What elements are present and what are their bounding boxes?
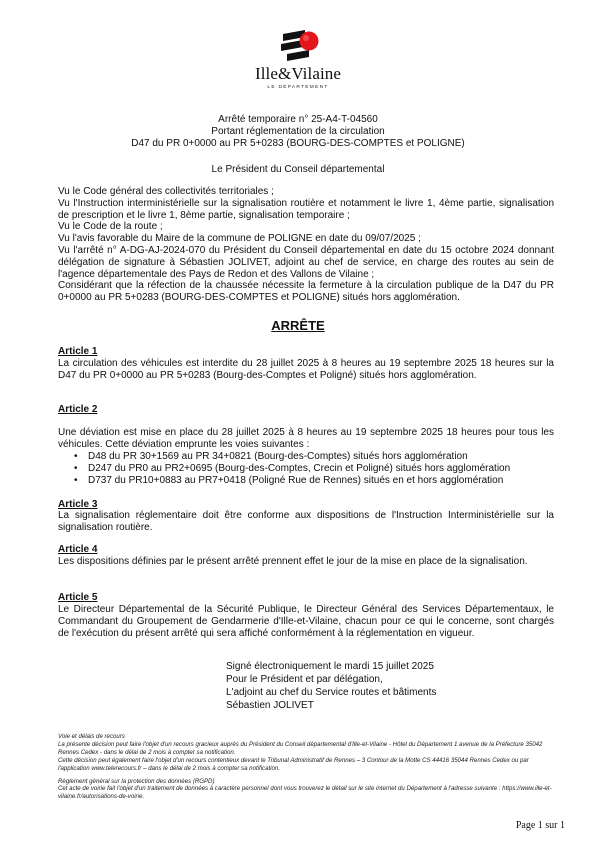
arrete-heading: ARRÊTE (271, 318, 325, 333)
logo-mark-icon (279, 26, 321, 66)
page-number: Page 1 sur 1 (515, 820, 565, 831)
logo-subtitle: LE DÉPARTEMENT (267, 85, 329, 90)
signatory-name: Sébastien JOLIVET (226, 700, 314, 711)
list-item: • D247 du PR0 au PR2+0695 (Bourg-des-Comptes, Crecin et Poligné) situés hors agglomération (74, 463, 554, 475)
article-2-text: Une déviation est mise en place du 28 juillet 2025 à 8 heures au 19 septembre 2025 18 heures pour tous les véhicules. Cette déviation emprunte les voies suivantes : (58, 427, 554, 450)
president-title: Le Président du Conseil départemental (211, 164, 385, 175)
signatory-role: L'adjoint au chef du Service routes et bâtiments (226, 687, 437, 698)
article-5-title: Article 5 (58, 592, 98, 603)
department-logo (253, 20, 343, 98)
rgpd-title: Règlement général sur la protection des données (RGPD) (58, 777, 215, 785)
decree-number: Arrêté temporaire n° 25-A4-T-04560 (218, 114, 378, 125)
recours-text: La présente décision peut faire l'objet d'un recours gracieux auprès du Président du Conseil départemental d'Ille-et-Vilaine - Hôtel du Département 1 avenue de la Préfecture 35042 Rennes Cedex - dans le délai de 2 mois à compter sa notification. (58, 740, 543, 756)
article-3-text: La signalisation réglementaire doit être conforme aux dispositions de l'Instruction Interministérielle sur la signalisation routière. (58, 510, 554, 533)
article-3-title: Article 3 (58, 499, 98, 510)
list-item: • D48 du PR 30+1569 au PR 34+0821 (Bourg-des-Comptes) situés hors agglomération (74, 451, 554, 463)
article-5-text: Le Directeur Départemental de la Sécurité Publique, le Directeur Général des Services Départementaux, le Commandant du Groupement de Gendarmerie d'Ille-et-Vilaine, chacun pour ce qui le concerne, sont chargés de l'exécution du présent arrêté qui sera affiché conformément à la réglementation en vigueur. (58, 604, 554, 639)
legal-reference: Considérant que la réfection de la chaussée nécessite la fermeture à la circulation publique de la D47 du PR 0+0000 au PR 5+0283 (BOURG-DES-COMPTES et POLIGNE) situés hors agglomération. (58, 280, 554, 304)
logo-name: Ille&Vilaine (254, 64, 342, 83)
list-item: • D737 du PR10+0883 au PR7+0418 (Poligné Rue de Rennes) situés en et hors agglomération (74, 475, 554, 487)
legal-reference: Vu le Code général des collectivités territoriales ; (58, 186, 274, 197)
legal-footnotes (58, 733, 558, 801)
article-4-text: Les dispositions définies par le présent arrêté prennent effet le jour de la mise en place de la signalisation. (58, 556, 528, 567)
legal-reference: Vu le Code de la route ; (58, 221, 163, 233)
detour-route-list (74, 451, 554, 487)
decree-purpose: Portant réglementation de la circulation (211, 126, 385, 137)
recours-text: Cette décision peut également faire l'objet d'un recours contentieux devant le Tribunal Administratif de Rennes – 3 Contour de la Motte CS 44416 35044 Rennes Cedex ou par l'application www.telerecours.fr – dans le délai de 2 mois à compter sa notification. (58, 756, 529, 772)
rgpd-text: Cet acte de voirie fait l'objet d'un traitement de données à caractère personnel dont vous trouverez le détail sur le site internet du Département à l'adresse suivante : https://www.ille-et-vilaine.fr/autorisations-de-voirie. (58, 785, 552, 801)
decree-road-section: D47 du PR 0+0000 au PR 5+0283 (BOURG-DES-COMPTES et POLIGNE) (131, 138, 465, 149)
article-1-title: Article 1 (58, 346, 98, 357)
legal-reference: Vu l'arrêté n° A-DG-AJ-2024-070 du Président du Conseil départemental en date du 15 octobre 2024 donnant délégation de signature à Sébastien JOLIVET, adjoint au chef de service, en charge des routes au sein de l'agence départementale des Pays de Redon et des Vallons de Vilaine ; (58, 244, 554, 280)
signature-date: Signé électroniquement le mardi 15 juillet 2025 (226, 661, 434, 672)
decree-header (58, 114, 538, 150)
article-4-title: Article 4 (58, 544, 98, 555)
article-1-text: La circulation des véhicules est interdite du 28 juillet 2025 à 8 heures au 19 septembre 2025 18 heures sur la D47 du PR 0+0000 au PR 5+0283 (Bourg-des-Comptes et Poligné) situés hors agglomération. (58, 358, 554, 381)
legal-references (58, 186, 554, 304)
signature-delegation: Pour le Président et par délégation, (226, 674, 383, 685)
article-2-title: Article 2 (58, 404, 98, 415)
legal-reference: Vu l'Instruction interministérielle sur la signalisation routière et notamment le livre 1, 4ème partie, signalisation de prescription et le livre 1, 8ème partie, signalisation temporaire ; (58, 197, 554, 221)
signature-block (226, 660, 546, 712)
recours-title: Voie et délais de recours (58, 733, 125, 740)
legal-reference: Vu l'avis favorable du Maire de la commune de POLIGNE en date du 09/07/2025 ; (58, 233, 421, 245)
